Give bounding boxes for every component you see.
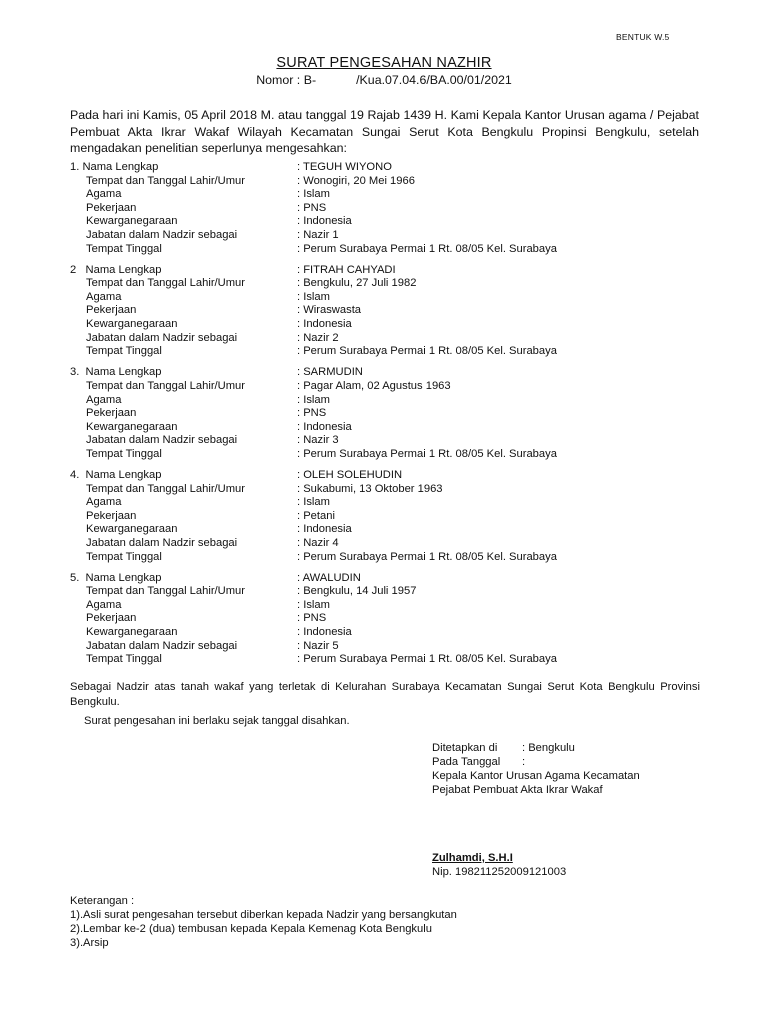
value-agama: : Islam <box>297 598 330 611</box>
field-row-agama <box>70 188 700 202</box>
field-row-nama <box>70 572 700 586</box>
field-row-ttl <box>70 277 700 291</box>
value-jabatan: : Nazir 4 <box>297 536 339 549</box>
field-row-nama <box>70 469 700 483</box>
nazir-name: : TEGUH WIYONO <box>297 161 392 173</box>
field-row-jabatan <box>70 434 700 448</box>
value-jabatan: : Nazir 5 <box>297 639 339 652</box>
label-ttl: Tempat dan Tanggal Lahir/Umur <box>86 174 245 187</box>
field-row-agama <box>70 291 700 305</box>
field-row-tempat-tinggal <box>70 653 700 667</box>
field-row-ttl <box>70 175 700 189</box>
date-label: Pada Tanggal <box>432 756 501 768</box>
value-ttl: : Wonogiri, 20 Mei 1966 <box>297 174 415 187</box>
value-agama: : Islam <box>297 393 330 406</box>
label-agama: Agama <box>86 598 122 611</box>
label-tempat-tinggal: Tempat Tinggal <box>86 653 162 666</box>
label-agama: Agama <box>86 496 122 509</box>
label-pekerjaan: Pekerjaan <box>86 612 137 625</box>
value-pekerjaan: : PNS <box>297 407 327 420</box>
note-item: 1).Asli surat pengesahan tersebut diberkan kepada Nadzir yang bersangkutan <box>70 909 457 921</box>
value-tempat-tinggal: : Perum Surabaya Permai 1 Rt. 08/05 Kel. Surabaya <box>297 550 557 563</box>
label-jabatan: Jabatan dalam Nadzir sebagai <box>86 639 238 652</box>
field-row-agama <box>70 394 700 408</box>
label-kewarganegaraan: Kewarganegaraan <box>86 215 178 228</box>
nazir-entry <box>70 366 700 461</box>
label-kewarganegaraan: Kewarganegaraan <box>86 626 178 638</box>
field-row-tempat-tinggal <box>70 551 700 565</box>
field-row-tempat-tinggal <box>70 448 700 462</box>
nazir-name: : SARMUDIN <box>297 366 363 379</box>
label-pekerjaan: Pekerjaan <box>86 201 137 214</box>
note-item: 3).Arsip <box>70 937 109 949</box>
value-agama: : Islam <box>297 290 330 303</box>
label-ttl: Tempat dan Tanggal Lahir/Umur <box>86 482 245 495</box>
field-row-agama <box>70 599 700 613</box>
nazir-number-label: 4. Nama Lengkap <box>70 468 162 481</box>
label-jabatan: Jabatan dalam Nadzir sebagai <box>86 228 238 241</box>
value-ttl: : Sukabumi, 13 Oktober 1963 <box>297 482 443 495</box>
place-row <box>432 741 640 755</box>
label-ttl: Tempat dan Tanggal Lahir/Umur <box>86 585 245 598</box>
validity-statement: Surat pengesahan ini berlaku sejak tanggal disahkan. <box>84 715 350 727</box>
signature-block <box>432 741 640 797</box>
value-kewarganegaraan: : Indonesia <box>297 626 352 638</box>
position-line-2: Pejabat Pembuat Akta Ikrar Wakaf <box>432 784 603 796</box>
label-agama: Agama <box>86 290 122 303</box>
value-pekerjaan: : Wiraswasta <box>297 304 362 317</box>
value-tempat-tinggal: : Perum Surabaya Permai 1 Rt. 08/05 Kel. Surabaya <box>297 653 557 666</box>
field-row-ttl <box>70 483 700 497</box>
official-nip: Nip. 198211252009121003 <box>432 866 567 878</box>
label-pekerjaan: Pekerjaan <box>86 304 137 317</box>
field-row-kewarganegaraan <box>70 318 700 332</box>
nazir-name: : AWALUDIN <box>297 571 361 584</box>
label-kewarganegaraan: Kewarganegaraan <box>86 318 178 331</box>
date-row <box>432 755 640 769</box>
value-tempat-tinggal: : Perum Surabaya Permai 1 Rt. 08/05 Kel. Surabaya <box>297 242 557 255</box>
form-code: BENTUK W.5 <box>616 32 670 42</box>
nazir-entry <box>70 572 700 667</box>
field-row-tempat-tinggal <box>70 345 700 359</box>
field-row-ttl <box>70 585 700 599</box>
field-row-jabatan <box>70 537 700 551</box>
label-jabatan: Jabatan dalam Nadzir sebagai <box>86 536 238 549</box>
intro-paragraph: Pada hari ini Kamis, 05 April 2018 M. atau tanggal 19 Rajab 1439 H. Kami Kepala Kantor Urusan agama / Pejabat Pembuat Akta Ikrar Wakaf Wilayah Kecamatan Sungai Serut Kota Bengkulu Propinsi Bengkulu, setelah mengadakan penelitian seperlunya mengesahkan: <box>70 108 699 155</box>
label-tempat-tinggal: Tempat Tinggal <box>86 550 162 563</box>
nazir-number-label: 5. Nama Lengkap <box>70 571 162 584</box>
notes-section <box>70 894 457 950</box>
nazir-name: : OLEH SOLEHUDIN <box>297 468 403 481</box>
value-kewarganegaraan: : Indonesia <box>297 318 352 331</box>
value-ttl: : Bengkulu, 14 Juli 1957 <box>297 585 417 598</box>
field-row-nama <box>70 264 700 278</box>
label-tempat-tinggal: Tempat Tinggal <box>86 242 162 255</box>
field-row-pekerjaan <box>70 510 700 524</box>
value-jabatan: : Nazir 1 <box>297 228 339 241</box>
value-kewarganegaraan: : Indonesia <box>297 523 352 536</box>
value-kewarganegaraan: : Indonesia <box>297 215 352 228</box>
field-row-kewarganegaraan <box>70 626 700 640</box>
document-number <box>0 73 768 87</box>
document-title: SURAT PENGESAHAN NAZHIR <box>276 55 492 71</box>
label-jabatan: Jabatan dalam Nadzir sebagai <box>86 434 238 447</box>
number-prefix: Nomor : B- <box>256 73 317 87</box>
number-suffix: /Kua.07.04.6/BA.00/01/2021 <box>356 73 512 87</box>
nazir-name: : FITRAH CAHYADI <box>297 263 396 276</box>
label-ttl: Tempat dan Tanggal Lahir/Umur <box>86 277 245 290</box>
field-row-pekerjaan <box>70 407 700 421</box>
label-pekerjaan: Pekerjaan <box>86 407 137 420</box>
field-row-jabatan <box>70 332 700 346</box>
value-pekerjaan: : PNS <box>297 612 327 625</box>
place-value: : Bengkulu <box>522 742 575 754</box>
label-kewarganegaraan: Kewarganegaraan <box>86 523 178 536</box>
label-agama: Agama <box>86 393 122 406</box>
place-label: Ditetapkan di <box>432 742 498 754</box>
field-row-pekerjaan <box>70 304 700 318</box>
official-name: Zulhamdi, S.H.I <box>432 852 513 864</box>
field-row-tempat-tinggal <box>70 243 700 257</box>
label-kewarganegaraan: Kewarganegaraan <box>86 420 178 433</box>
nazir-entry <box>70 264 700 359</box>
label-tempat-tinggal: Tempat Tinggal <box>86 447 162 460</box>
label-tempat-tinggal: Tempat Tinggal <box>86 345 162 358</box>
field-row-nama <box>70 366 700 380</box>
value-pekerjaan: : PNS <box>297 201 327 214</box>
nazir-list <box>70 161 700 674</box>
date-value: : <box>522 756 526 768</box>
nazir-number-label: 1. Nama Lengkap <box>70 161 159 173</box>
field-row-ttl <box>70 380 700 394</box>
label-jabatan: Jabatan dalam Nadzir sebagai <box>86 331 238 344</box>
field-row-pekerjaan <box>70 612 700 626</box>
notes-heading: Keterangan : <box>70 895 135 907</box>
field-row-kewarganegaraan <box>70 421 700 435</box>
value-tempat-tinggal: : Perum Surabaya Permai 1 Rt. 08/05 Kel. Surabaya <box>297 345 557 358</box>
value-jabatan: : Nazir 2 <box>297 331 339 344</box>
nazir-entry <box>70 161 700 256</box>
field-row-kewarganegaraan <box>70 523 700 537</box>
value-agama: : Islam <box>297 496 330 509</box>
value-tempat-tinggal: : Perum Surabaya Permai 1 Rt. 08/05 Kel. Surabaya <box>297 447 557 460</box>
closing-paragraph: Sebagai Nadzir atas tanah wakaf yang terletak di Kelurahan Surabaya Kecamatan Sungai Serut Kota Bengkulu Provinsi Bengkulu. <box>70 681 700 708</box>
field-row-jabatan <box>70 229 700 243</box>
note-item: 2).Lembar ke-2 (dua) tembusan kepada Kepala Kemenag Kota Bengkulu <box>70 923 432 935</box>
field-row-pekerjaan <box>70 202 700 216</box>
value-jabatan: : Nazir 3 <box>297 434 339 447</box>
label-ttl: Tempat dan Tanggal Lahir/Umur <box>86 379 245 392</box>
value-ttl: : Bengkulu, 27 Juli 1982 <box>297 277 417 290</box>
field-row-nama <box>70 161 700 175</box>
field-row-jabatan <box>70 640 700 654</box>
value-ttl: : Pagar Alam, 02 Agustus 1963 <box>297 379 451 392</box>
field-row-agama <box>70 496 700 510</box>
value-kewarganegaraan: : Indonesia <box>297 420 352 433</box>
label-agama: Agama <box>86 188 122 201</box>
position-line-1: Kepala Kantor Urusan Agama Kecamatan <box>432 770 640 782</box>
nazir-number-label: 2 Nama Lengkap <box>70 263 162 276</box>
label-pekerjaan: Pekerjaan <box>86 509 137 522</box>
value-agama: : Islam <box>297 188 330 201</box>
field-row-kewarganegaraan <box>70 215 700 229</box>
nazir-number-label: 3. Nama Lengkap <box>70 366 162 379</box>
nazir-entry <box>70 469 700 564</box>
value-pekerjaan: : Petani <box>297 509 335 522</box>
